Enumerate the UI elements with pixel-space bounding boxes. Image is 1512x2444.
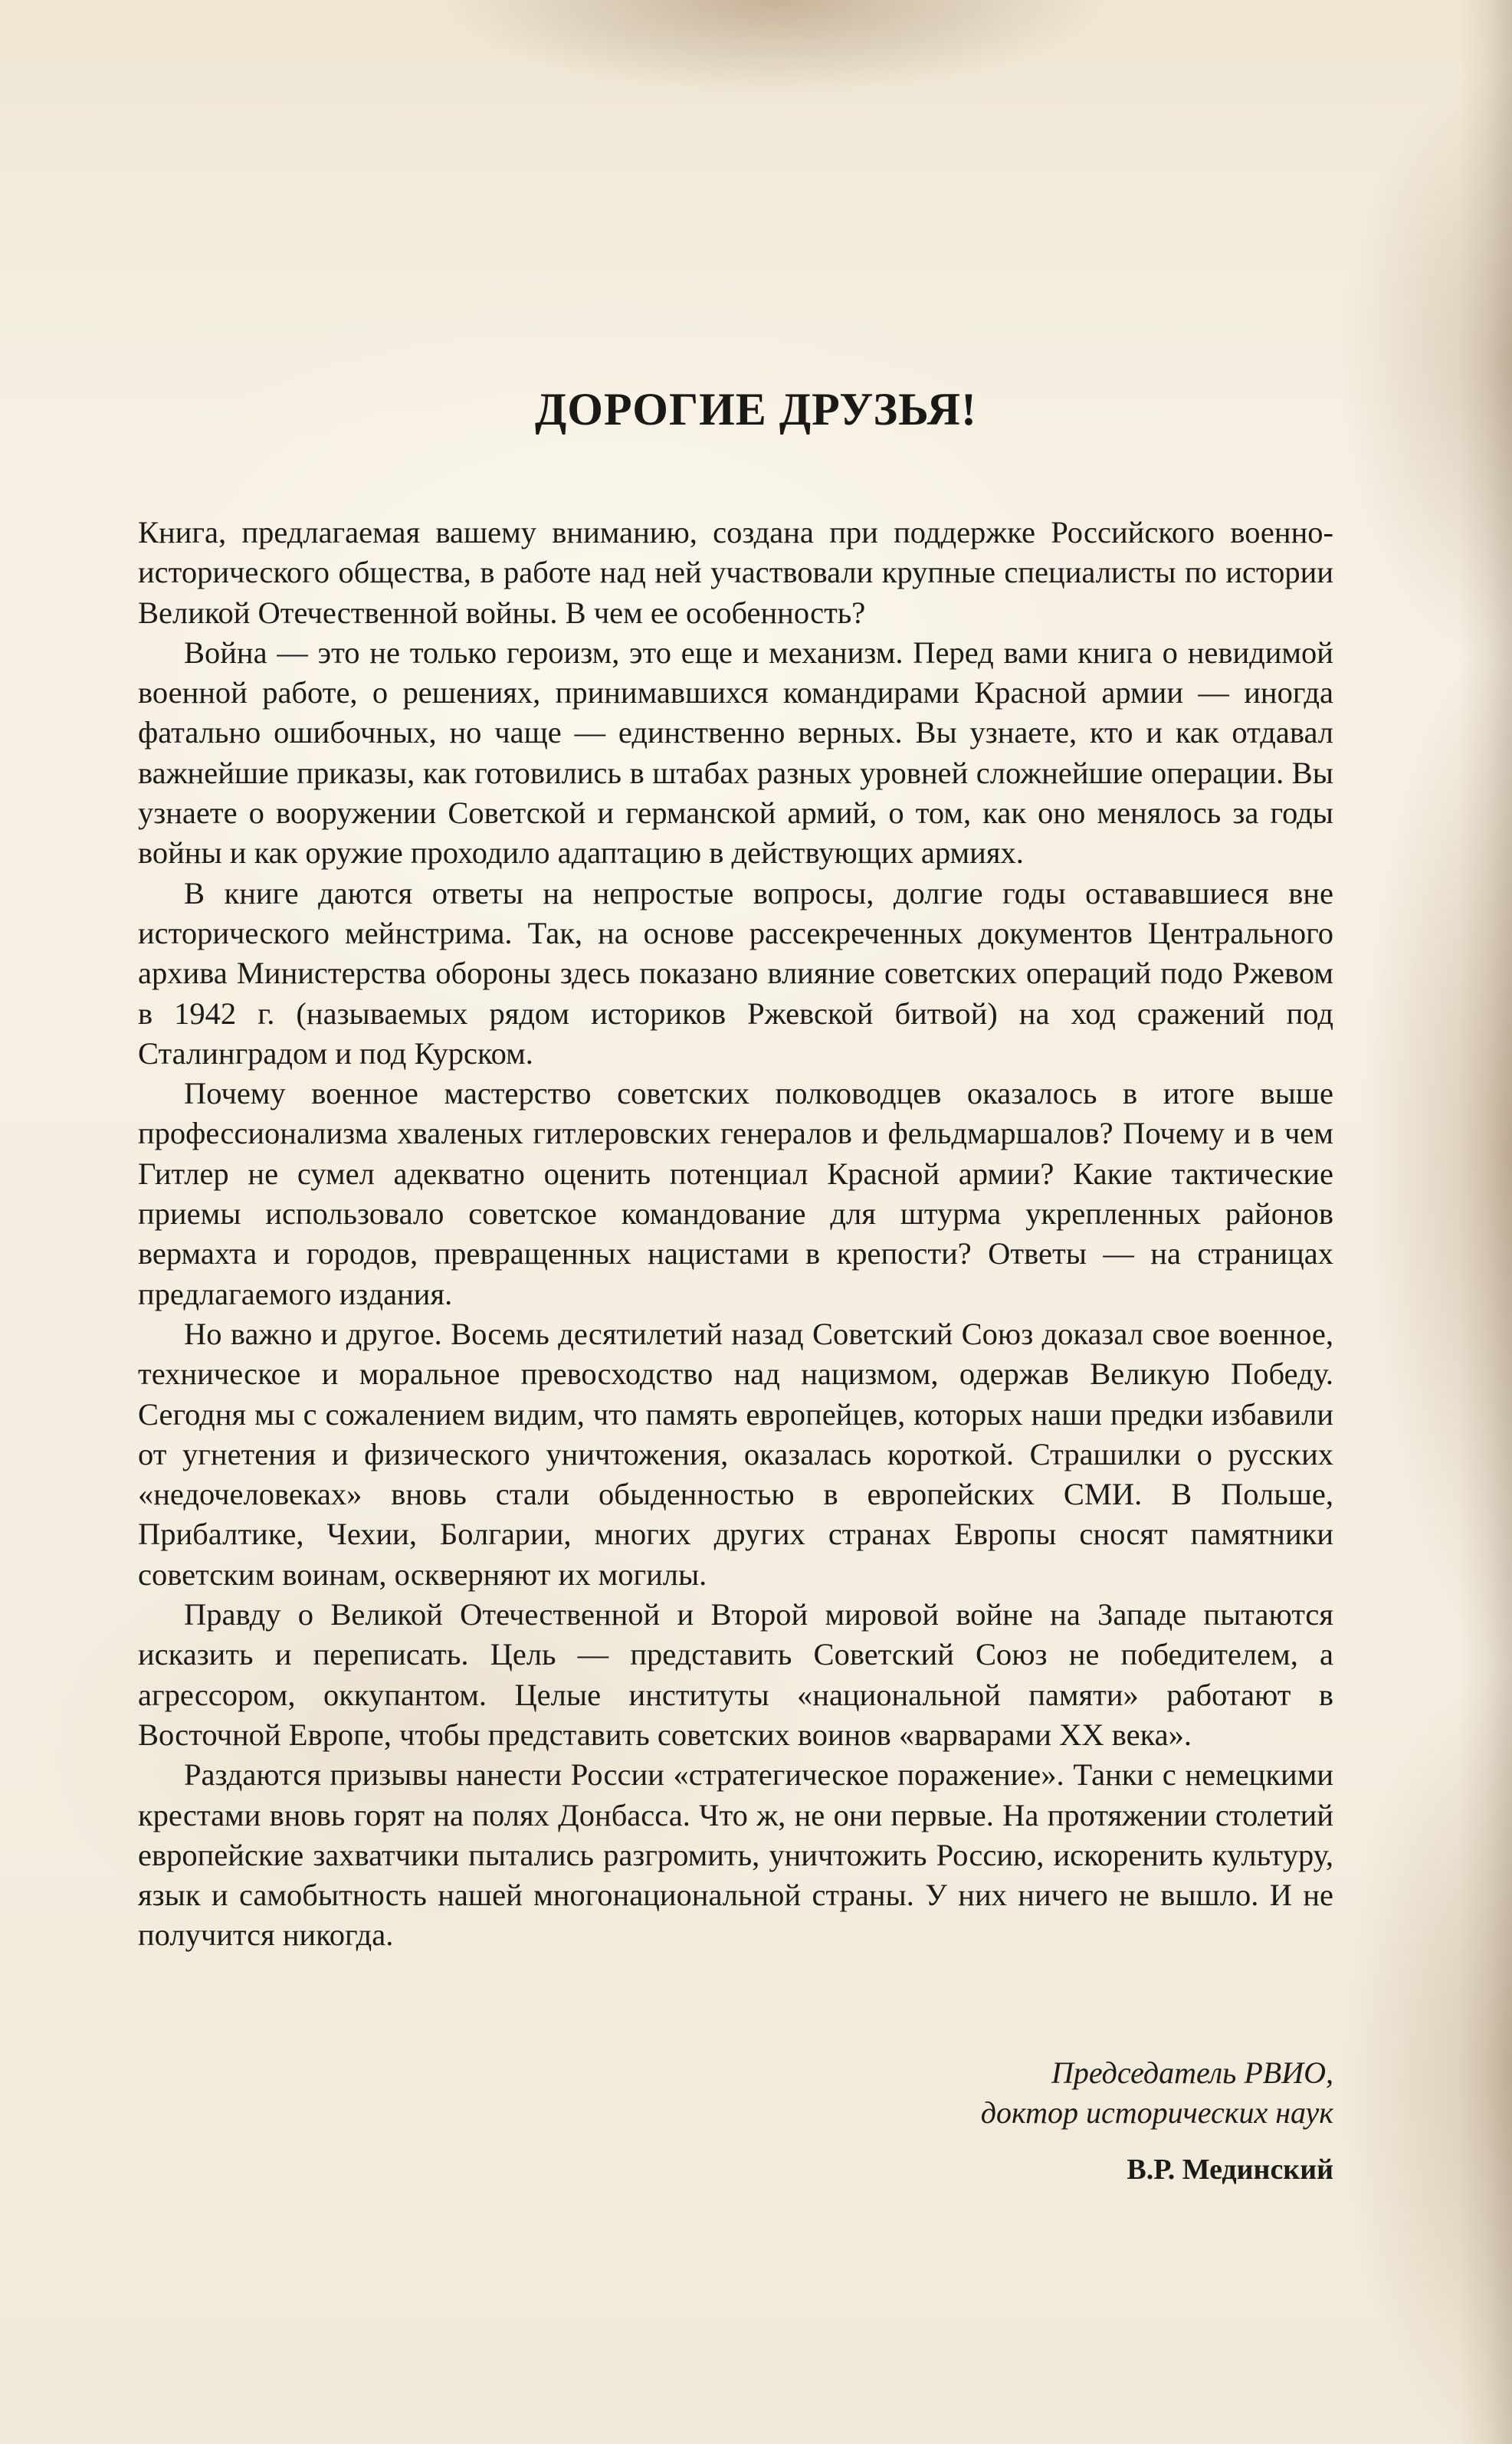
signature-role-line-1: Председатель РВИО, <box>1051 2055 1333 2090</box>
body-text <box>138 513 1333 1956</box>
signature-block <box>644 2053 1333 2190</box>
signature-role-line-2: доктор исторических наук <box>980 2095 1333 2130</box>
paragraph-3: В книге даются ответы на непростые вопросы, долгие годы остававшиеся вне исторического мейнстрима. Так, на основе рассекреченных документов Центрального архива Министерства обороны здесь показано влияние советских операций подо Ржевом в 1942 г. (называемых рядом историков Ржевской битвой) на ход сражений под Сталинградом и под Курском. <box>138 875 1333 1071</box>
paragraph-2: Война — это не только героизм, это еще и механизм. Перед вами книга о невидимой военной работе, о решениях, принимавшихся командирами Красной армии — иногда фатально ошибочных, но чаще — единственно верных. Вы узнаете, кто и как отдавал важнейшие приказы, как готовились в штабах разных уровней сложнейшие операции. Вы узнаете о вооружении Советской и германской армий, о том, как оно менялось за годы войны и как оружие проходило адаптацию в действующих армиях. <box>138 635 1333 871</box>
paragraph-6: Правду о Великой Отечественной и Второй мировой войне на Западе пытаются исказить и переписать. Цель — представить Советский Союз не победителем, а агрессором, оккупантом. Целые институты «национальной памяти» работают в Восточной Европе, чтобы представить советских воинов «варварами XX века». <box>138 1597 1333 1752</box>
signature-name: В.Р. Мединский <box>1127 2154 1333 2186</box>
page-title: ДОРОГИЕ ДРУЗЬЯ! <box>535 384 977 435</box>
paper-edge-shadow <box>1458 0 1512 2444</box>
paragraph-4: Почему военное мастерство советских полководцев оказалось в итоге выше профессионализма хваленых гитлеровских генералов и фельдмаршалов? Почему и в чем Гитлер не сумел адекватно оценить потенциал Красной армии? Какие тактические приемы использовало советское командование для штурма укрепленных районов вермахта и городов, превращенных нацистами в крепости? Ответы — на страницах предлагаемого издания. <box>138 1076 1333 1311</box>
paragraph-1: Книга, предлагаемая вашему вниманию, создана при поддержке Российского военно-исторического общества, в работе над ней участвовали крупные специалисты по истории Великой Отечественной войны. В чем ее особенность? <box>138 515 1333 630</box>
paragraph-5: Но важно и другое. Восемь десятилетий назад Советский Союз доказал свое военное, техническое и моральное превосходство над нацизмом, одержав Великую Победу. Сегодня мы с сожалением видим, что память европейцев, которых наши предки избавили от угнетения и физического уничтожения, оказалась короткой. Страшилки о русских «недочеловеках» вновь стали обыденностью в европейских СМИ. В Польше, Прибалтике, Чехии, Болгарии, многих других странах Европы сносят памятники советским воинам, оскверняют их могилы. <box>138 1316 1333 1592</box>
paragraph-7: Раздаются призывы нанести России «стратегическое поражение». Танки с немецкими крестами вновь горят на полях Донбасса. Что ж, не они первые. На протяжении столетий европейские захватчики пытались разгромить, уничтожить Россию, искоренить культуру, язык и самобытность нашей многонациональной страны. У них ничего не вышло. И не получится никогда. <box>138 1757 1333 1953</box>
